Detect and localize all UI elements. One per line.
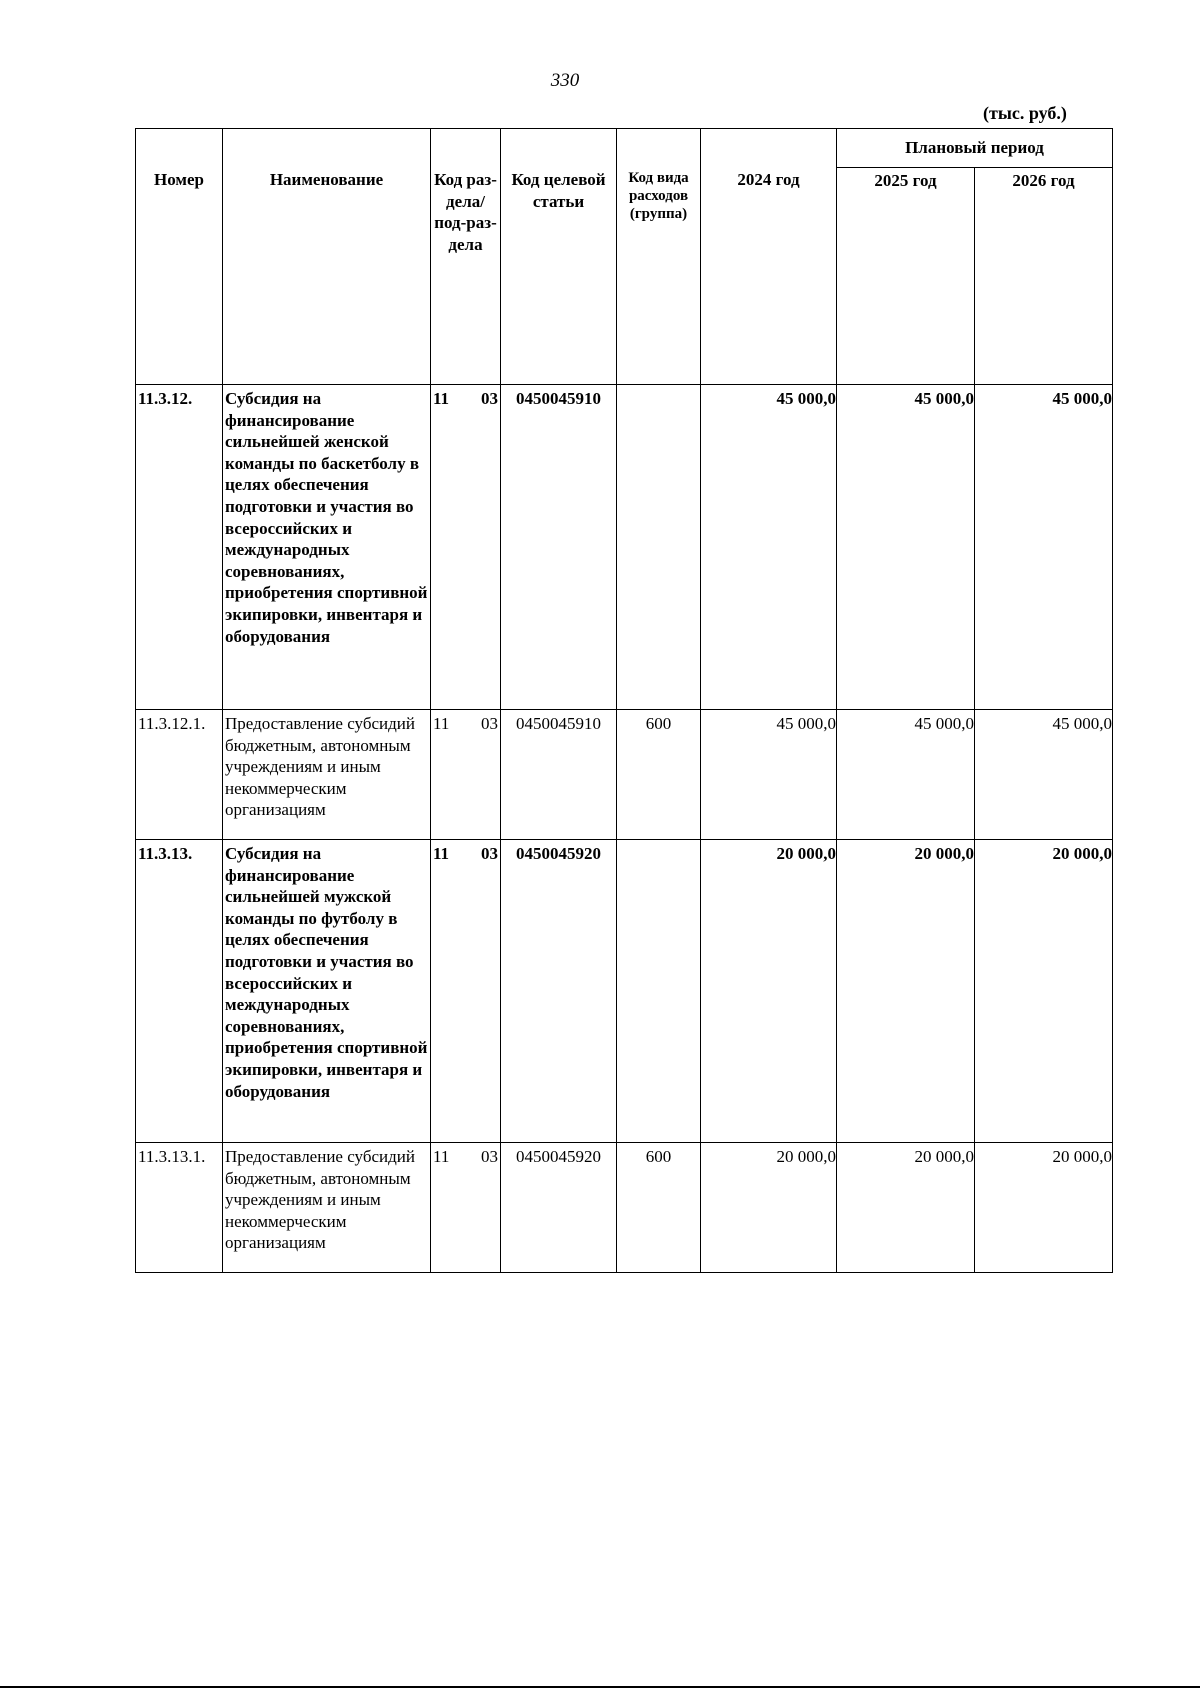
header-name: Наименование — [223, 129, 431, 385]
scan-edge-line — [0, 1686, 1200, 1688]
header-expense-kind: Код вида расходов (группа) — [617, 129, 701, 385]
row-section: 11 — [433, 714, 450, 733]
row-expense-kind — [617, 840, 701, 1143]
row-amount-2024: 20 000,0 — [701, 1143, 837, 1273]
row-amount-2025: 45 000,0 — [837, 385, 975, 710]
row-subsection: 03 — [481, 844, 498, 863]
row-name: Субсидия на финансирование сильнейшей мужской команды по футболу в целях обеспечения подготовки и участия во всероссийских и международных соревнованиях, приобретения спортивной экипировки, инвентаря и оборудования — [223, 840, 431, 1143]
row-subsection: 03 — [481, 714, 498, 733]
row-target: 0450045910 — [501, 710, 617, 840]
header-year-2024: 2024 год — [701, 129, 837, 385]
table-row — [136, 1143, 1113, 1273]
row-amount-2026: 45 000,0 — [975, 710, 1113, 840]
row-section: 11 — [433, 1147, 450, 1166]
row-expense-kind: 600 — [617, 710, 701, 840]
row-section: 11 — [433, 389, 450, 408]
header-target: Код целевой статьи — [501, 129, 617, 385]
row-subsection: 03 — [481, 389, 498, 408]
row-number: 11.3.13.1. — [136, 1143, 223, 1273]
header-year-2026: 2026 год — [975, 168, 1113, 385]
header-number: Номер — [136, 129, 223, 385]
row-section-cell — [431, 1143, 501, 1273]
row-target: 0450045920 — [501, 1143, 617, 1273]
row-name: Предоставление субсидий бюджетным, автономным учреждениям и иным некоммерческим организациям — [223, 710, 431, 840]
row-target: 0450045910 — [501, 385, 617, 710]
row-target: 0450045920 — [501, 840, 617, 1143]
row-amount-2026: 20 000,0 — [975, 1143, 1113, 1273]
units-label: (тыс. руб.) — [983, 103, 1067, 123]
row-amount-2025: 20 000,0 — [837, 840, 975, 1143]
row-number: 11.3.12.1. — [136, 710, 223, 840]
header-planned-period: Плановый период — [837, 129, 1113, 168]
row-amount-2024: 20 000,0 — [701, 840, 837, 1143]
header-section: Код раз-дела/ под-раз-дела — [431, 129, 501, 385]
budget-table — [135, 128, 1113, 1273]
row-number: 11.3.12. — [136, 385, 223, 710]
row-amount-2025: 45 000,0 — [837, 710, 975, 840]
table-row — [136, 385, 1113, 710]
row-amount-2026: 45 000,0 — [975, 385, 1113, 710]
row-expense-kind — [617, 385, 701, 710]
row-amount-2024: 45 000,0 — [701, 710, 837, 840]
row-section: 11 — [433, 844, 450, 863]
row-subsection: 03 — [481, 1147, 498, 1166]
header-year-2025: 2025 год — [837, 168, 975, 385]
table-row — [136, 710, 1113, 840]
page-number: 330 — [550, 70, 580, 91]
row-expense-kind: 600 — [617, 1143, 701, 1273]
row-name: Субсидия на финансирование сильнейшей женской команды по баскетболу в целях обеспечения подготовки и участия во всероссийских и международных соревнованиях, приобретения спортивной экипировки, инвентаря и оборудования — [223, 385, 431, 710]
row-number: 11.3.13. — [136, 840, 223, 1143]
row-amount-2025: 20 000,0 — [837, 1143, 975, 1273]
row-section-cell — [431, 840, 501, 1143]
row-amount-2024: 45 000,0 — [701, 385, 837, 710]
row-section-cell — [431, 710, 501, 840]
row-amount-2026: 20 000,0 — [975, 840, 1113, 1143]
row-section-cell — [431, 385, 501, 710]
table-row — [136, 840, 1113, 1143]
row-name: Предоставление субсидий бюджетным, автономным учреждениям и иным некоммерческим организациям — [223, 1143, 431, 1273]
